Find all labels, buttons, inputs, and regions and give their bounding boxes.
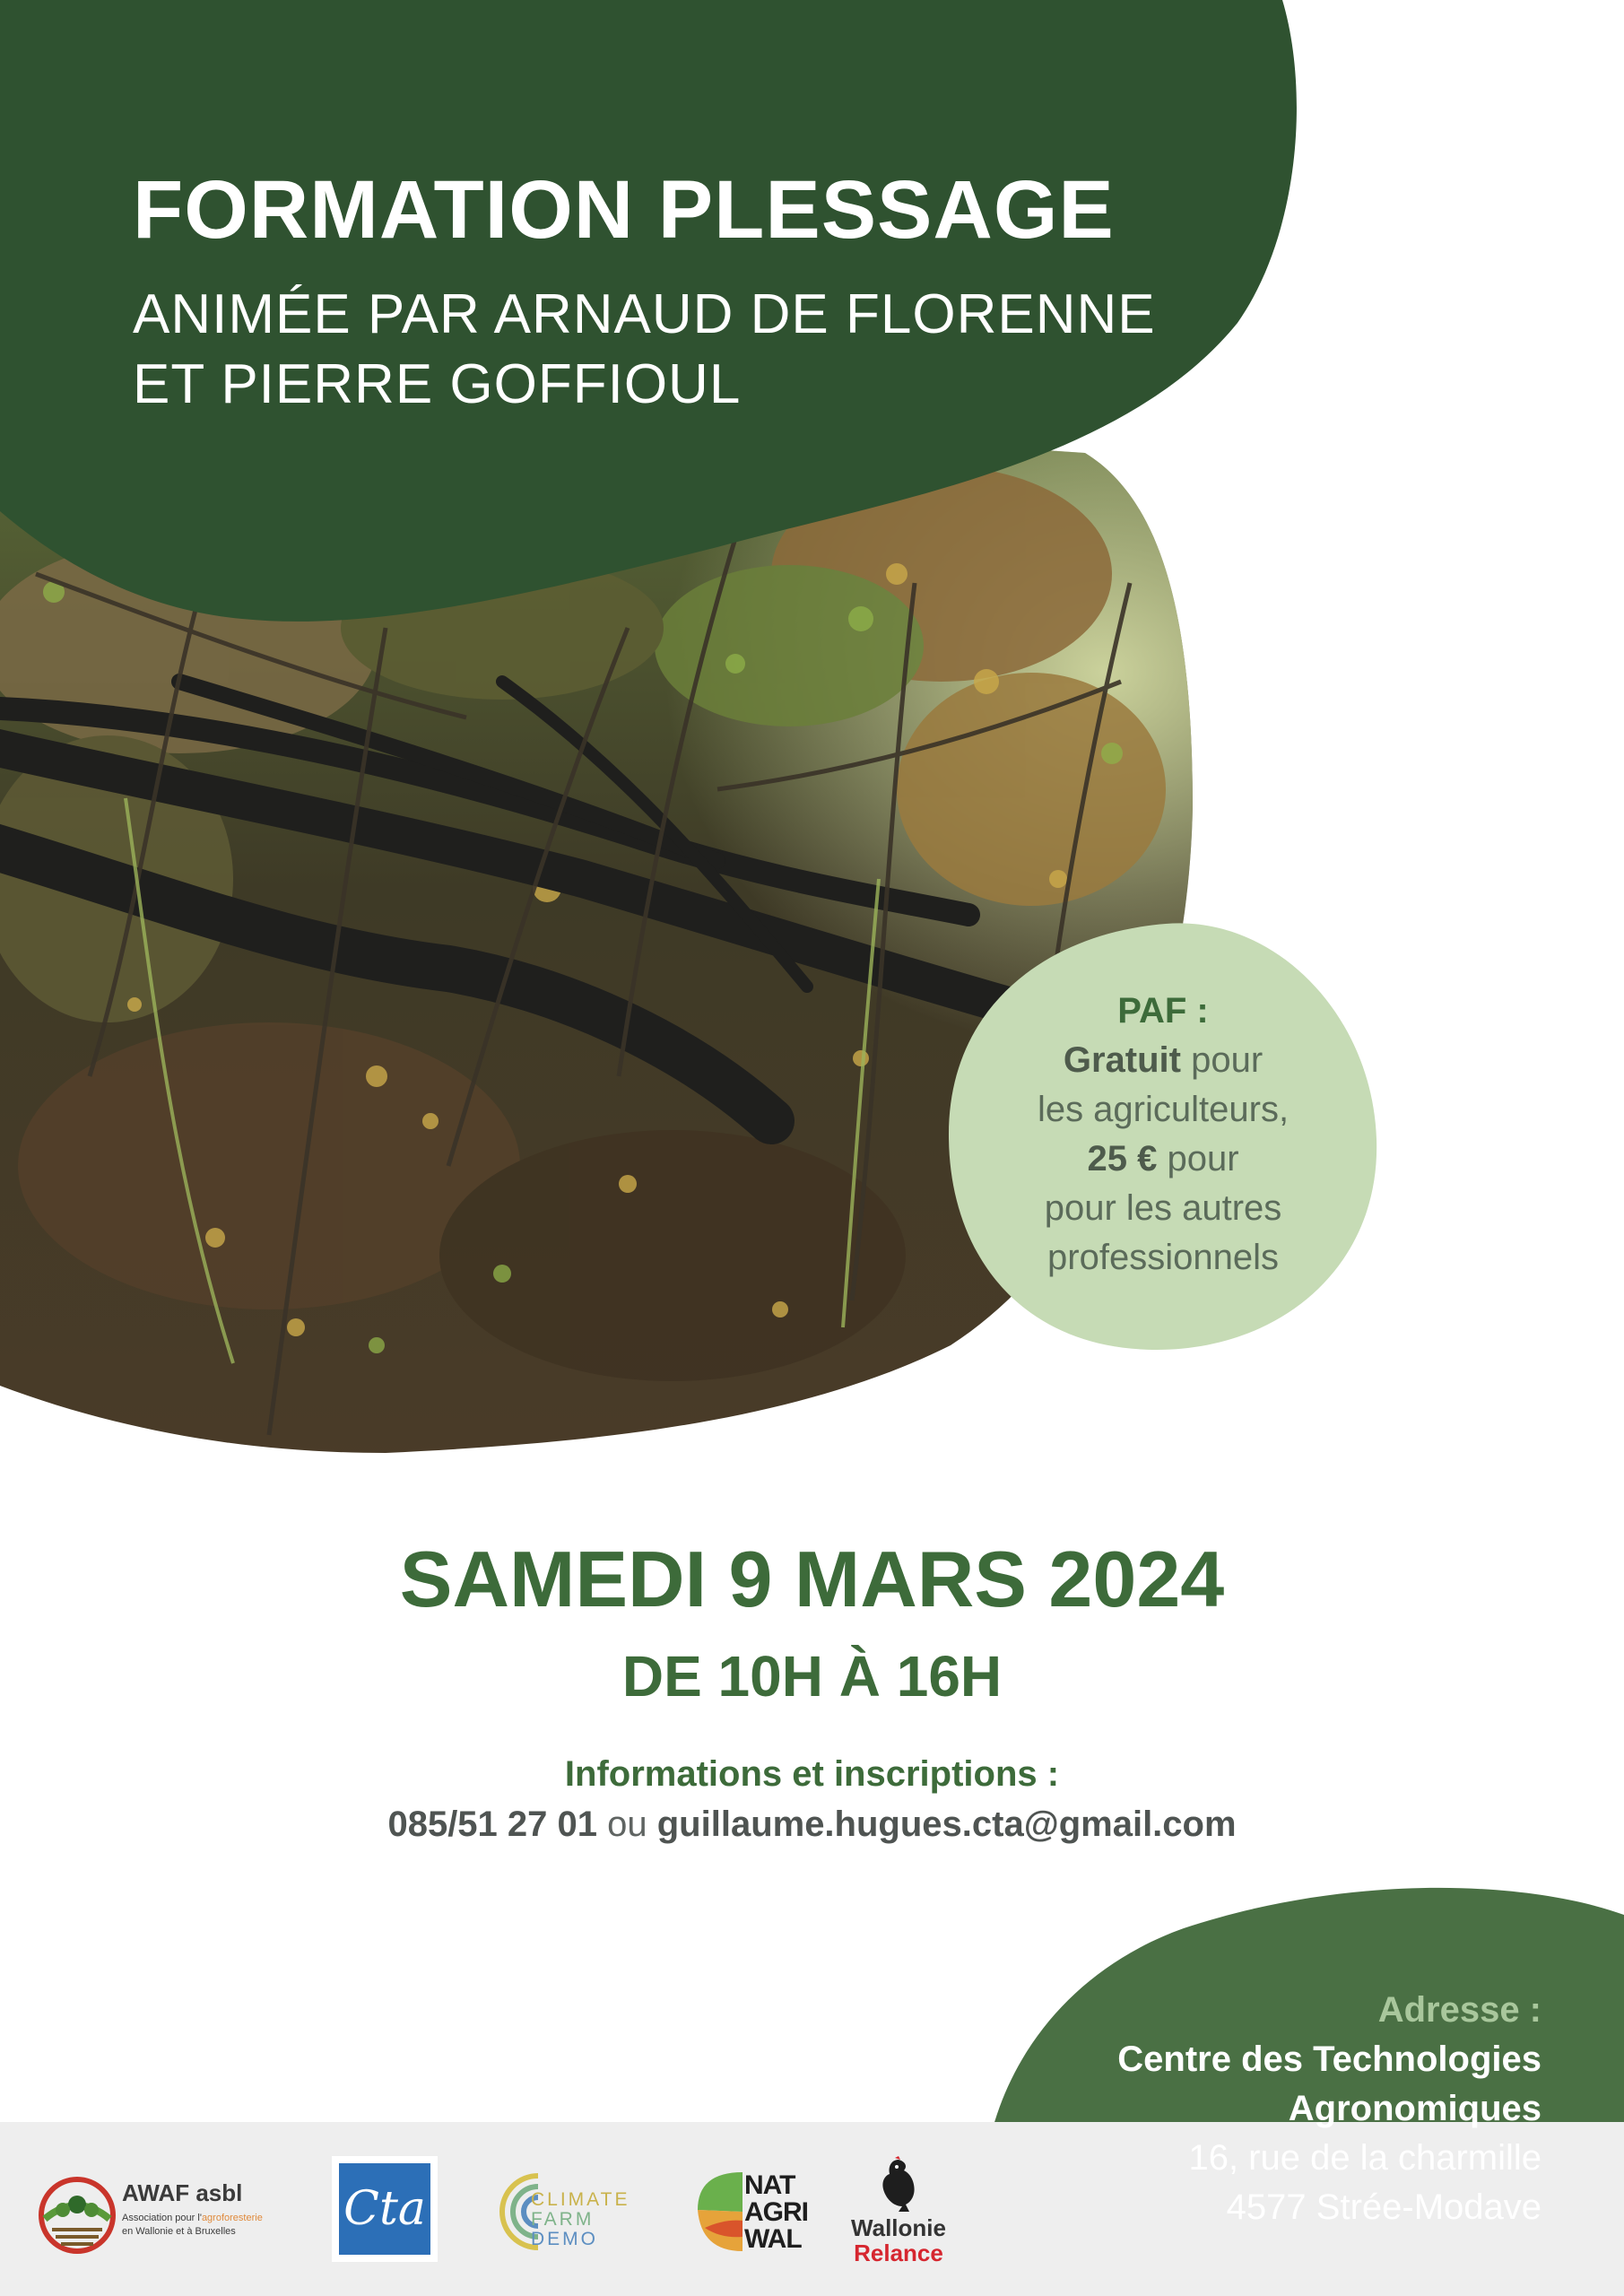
cta-logo-text: Cta <box>343 2182 426 2236</box>
address-org-line-2: Agronomiques <box>1288 2089 1541 2128</box>
awaf-tagline-b: agroforesterie <box>201 2213 263 2223</box>
nat-word-2: AGRI <box>744 2197 808 2227</box>
awaf-tagline-a: Association pour l' <box>122 2213 202 2223</box>
awaf-tagline <box>122 2212 263 2239</box>
paf-line-professionals: professionnels <box>1047 1238 1279 1277</box>
address-org-line-1: Centre des Technologies <box>1117 2039 1541 2079</box>
event-date: SAMEDI 9 MARS 2024 <box>399 1535 1225 1623</box>
paf-price-label: 25 € <box>1087 1139 1158 1178</box>
awaf-logo <box>36 2170 305 2260</box>
awaf-name: AWAF asbl <box>122 2179 243 2206</box>
climate-word-2: FARM <box>531 2209 595 2230</box>
info-label: Informations et inscriptions : <box>564 1754 1060 1794</box>
paf-heading: PAF : <box>1117 991 1209 1031</box>
paf-line-farmers: les agriculteurs, <box>1037 1090 1290 1129</box>
paf-line-free <box>1064 1036 1263 1085</box>
wallonie-word: Wallonie <box>851 2214 946 2241</box>
climate-farm-demo-logo <box>484 2167 655 2257</box>
address-city: 4577 Strée-Modave <box>1226 2187 1541 2227</box>
subtitle-line-2: ET PIERRE GOFFIOUL <box>133 353 742 415</box>
awaf-tagline-c: en Wallonie et à Bruxelles <box>122 2226 236 2237</box>
relance-word: Relance <box>854 2239 943 2266</box>
address-block <box>1117 1986 1541 2232</box>
address-label: Adresse : <box>1377 1990 1541 2030</box>
nat-word-1: NAT <box>744 2170 795 2200</box>
paf-free-rest: pour <box>1180 1040 1264 1080</box>
email-link[interactable]: guillaume.hugues.cta@gmail.com <box>656 1805 1237 1844</box>
paf-price-rest: pour <box>1157 1139 1239 1178</box>
paf-line-others: pour les autres <box>1044 1188 1282 1228</box>
cta-logo-tile <box>339 2163 430 2255</box>
nat-word-3: WAL <box>744 2224 802 2254</box>
rooster-icon <box>872 2156 925 2213</box>
contact-or: ou <box>597 1805 657 1844</box>
address-street: 16, rue de la charmille <box>1188 2138 1541 2178</box>
phone-number[interactable]: 085/51 27 01 <box>387 1805 598 1844</box>
page-title: FORMATION PLESSAGE <box>133 164 1115 256</box>
page-subtitle <box>133 280 1156 420</box>
awaf-emblem-icon <box>36 2174 118 2257</box>
natagriwal-text <box>744 2172 808 2253</box>
paf-price-info <box>949 920 1377 1349</box>
contact-line <box>0 1805 1624 1845</box>
paf-line-price <box>1087 1135 1238 1184</box>
natagriwal-logo <box>689 2165 814 2258</box>
event-hours: DE 10H À 16H <box>621 1644 1003 1709</box>
wallonie-relance-text <box>843 2215 954 2266</box>
wallonie-relance-logo <box>843 2156 954 2264</box>
climate-word-1: CLIMATE <box>531 2189 630 2210</box>
paf-free-label: Gratuit <box>1063 1040 1181 1080</box>
climate-text <box>531 2190 630 2249</box>
climate-word-3: DEMO <box>531 2229 598 2249</box>
subtitle-line-1: ANIMÉE PAR ARNAUD DE FLORENNE <box>133 283 1156 345</box>
cta-logo <box>332 2156 438 2262</box>
